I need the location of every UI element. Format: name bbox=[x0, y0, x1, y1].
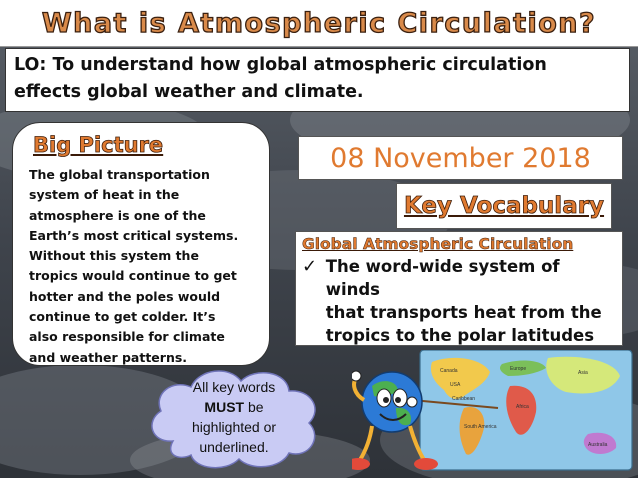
definition-line: that transports heat from the bbox=[325, 303, 602, 322]
key-vocabulary-heading: Key Vocabulary bbox=[403, 193, 605, 219]
note-line: underlined. bbox=[199, 439, 269, 455]
big-picture-line: also responsible for climate bbox=[29, 329, 225, 345]
lesson-date: 08 November 2018 bbox=[330, 142, 591, 174]
vocabulary-term: Global Atmospheric Circulation bbox=[302, 235, 574, 253]
map-label: USA bbox=[450, 382, 461, 388]
note-line: highlighted or bbox=[191, 419, 277, 435]
learning-objective-line-1: LO: To understand how global atmospheric circulation bbox=[14, 55, 547, 75]
date-box bbox=[298, 136, 623, 180]
learning-objective-line-2: effects global weather and climate. bbox=[14, 82, 364, 102]
map-label: Canada bbox=[440, 368, 458, 374]
title-bar bbox=[0, 0, 638, 47]
map-label: Europe bbox=[510, 366, 527, 372]
big-picture-box bbox=[12, 122, 270, 366]
map-label: Caribbean bbox=[452, 396, 476, 402]
page-title: What is Atmospheric Circulation? bbox=[41, 7, 597, 39]
big-picture-heading: Big Picture bbox=[33, 133, 164, 157]
globe-map-illustration bbox=[352, 350, 634, 474]
big-picture-line: hotter and the poles would bbox=[29, 288, 221, 304]
big-picture-line: Without this system the bbox=[29, 248, 199, 264]
definition-line: tropics to the polar latitudes bbox=[325, 326, 595, 345]
vocabulary-definition bbox=[302, 255, 616, 347]
note-emphasis: MUST bbox=[204, 399, 245, 415]
key-words-note-cloud bbox=[143, 363, 325, 473]
big-picture-line: tropics would continue to get bbox=[29, 268, 237, 284]
definition-text bbox=[326, 255, 616, 347]
big-picture-line: Earth’s most critical systems. bbox=[29, 227, 239, 243]
map-label: South America bbox=[464, 424, 497, 430]
checkmark-icon: ✓ bbox=[302, 256, 318, 277]
big-picture-text bbox=[29, 165, 259, 366]
big-picture-line: system of heat in the bbox=[29, 187, 180, 203]
learning-objective-box bbox=[5, 48, 630, 112]
vocabulary-definition-box bbox=[295, 231, 623, 346]
map-label: Africa bbox=[516, 404, 529, 410]
map-label: Australia bbox=[588, 442, 608, 448]
key-words-note bbox=[171, 377, 297, 457]
definition-line: The word-wide system of winds bbox=[325, 257, 560, 299]
note-line: be bbox=[244, 399, 264, 415]
note-line: All key words bbox=[192, 379, 276, 395]
big-picture-line: continue to get colder. It’s bbox=[29, 309, 216, 325]
big-picture-line: The global transportation bbox=[29, 167, 210, 182]
map-label: Asia bbox=[578, 370, 588, 376]
big-picture-line: atmosphere is one of the bbox=[29, 207, 206, 223]
key-vocabulary-box bbox=[396, 183, 612, 229]
big-picture-line: and weather patterns. bbox=[29, 349, 188, 365]
